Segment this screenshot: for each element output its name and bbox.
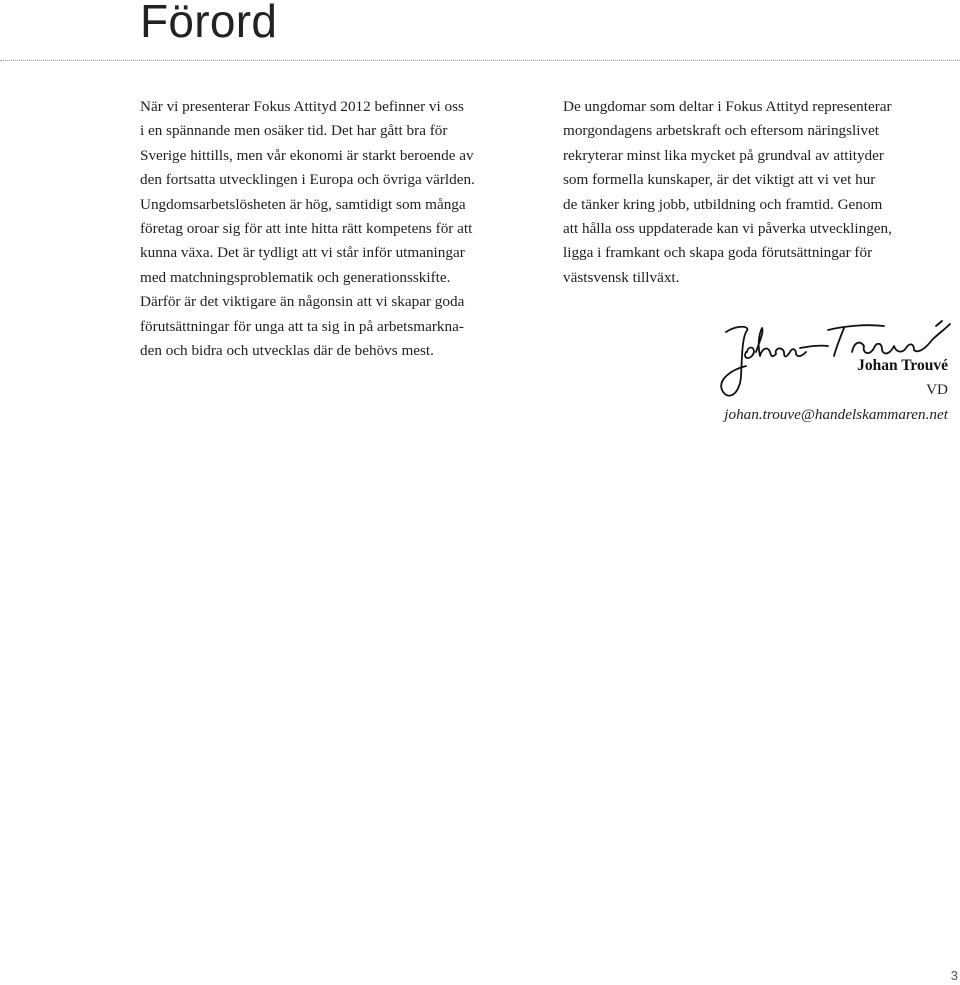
text-line: De ungdomar som deltar i Fokus Attityd representerar (563, 98, 892, 115)
text-line: Ungdomsarbetslösheten är hög, samtidigt som många (140, 195, 466, 213)
text-line: företag oroar sig för att inte hitta rätt kompetens för att (140, 220, 473, 238)
right-text-column (563, 95, 955, 290)
text-line: kunna växa. Det är tydligt att vi står inför utmaningar (140, 244, 465, 262)
text-line: att hålla oss uppdaterade kan vi påverka utvecklingen, (563, 220, 892, 238)
text-line: de tänker kring jobb, utbildning och framtid. Genom (563, 195, 883, 213)
text-line: rekryterar minst lika mycket på grundval av attityder (563, 146, 884, 164)
text-line: Därför är det viktigare än någonsin att vi skapar goda (140, 293, 465, 311)
page-number: 3 (950, 968, 958, 983)
text-line: i en spännande men osäker tid. Det har gått bra för (140, 122, 448, 140)
text-line: den och bidra och utvecklas där de behövs mest. (140, 342, 434, 360)
left-text-column (140, 95, 540, 363)
signatory-role: VD (926, 381, 948, 398)
text-line: som formella kunskaper, är det viktigt att vi vet hur (563, 171, 876, 189)
page-title: Förord (140, 0, 278, 47)
text-line: Sverige hittills, men vår ekonomi är starkt beroende av (140, 146, 474, 164)
text-line: den fortsatta utvecklingen i Europa och övriga världen. (140, 171, 475, 189)
signatory-email: johan.trouve@handelskammaren.net (724, 406, 948, 423)
signatory-name: Johan Trouvé (857, 357, 948, 374)
text-line: med matchningsproblematik och generationsskifte. (140, 268, 451, 286)
text-line: När vi presenterar Fokus Attityd 2012 befinner vi oss (140, 98, 464, 115)
dotted-divider (0, 60, 960, 61)
text-line: ligga i framkant och skapa goda förutsättningar för (563, 244, 873, 262)
text-line: förutsättningar för unga att ta sig in på arbetsmarkna- (140, 317, 464, 335)
text-line: morgondagens arbetskraft och eftersom näringslivet (563, 122, 880, 140)
text-line: västsvensk tillväxt. (563, 268, 680, 286)
